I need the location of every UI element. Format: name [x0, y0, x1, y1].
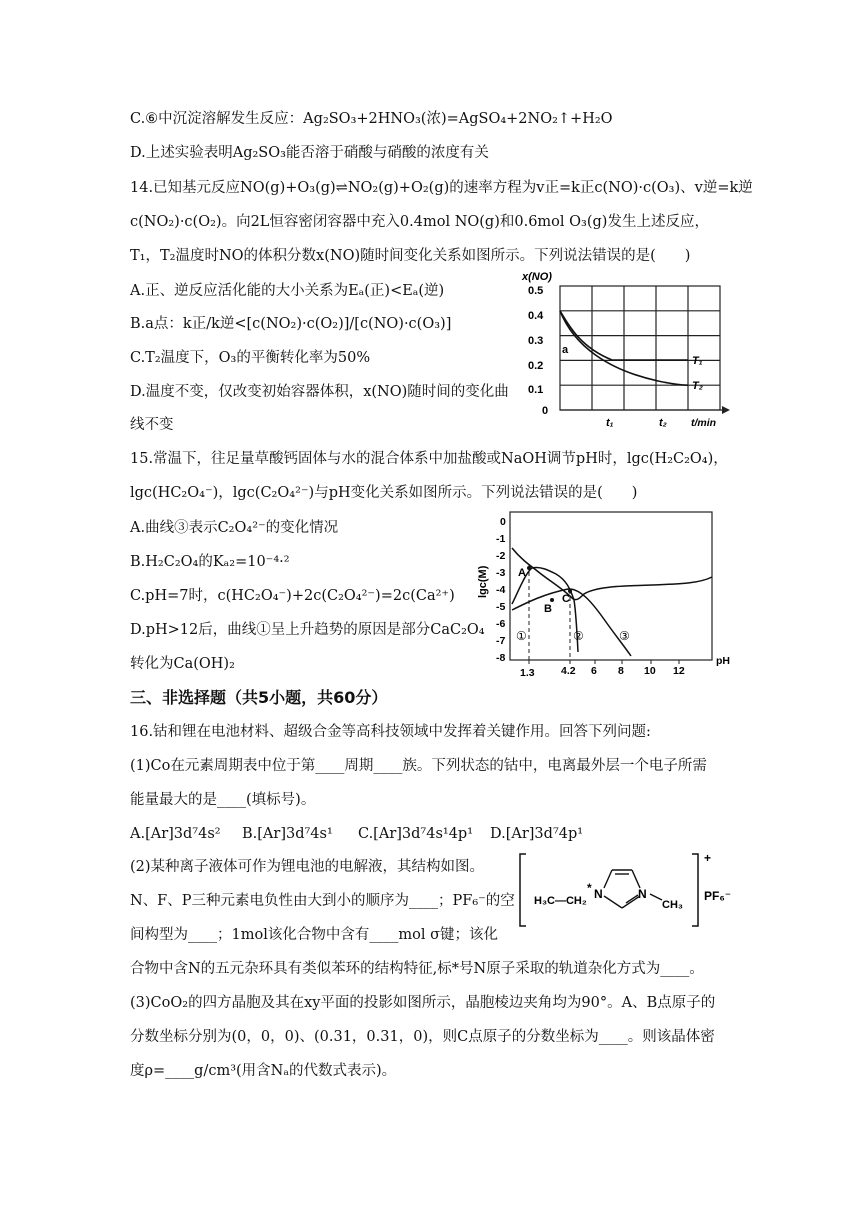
q15-plot-frame: [510, 512, 712, 660]
q14-ytick: 0.3: [528, 335, 544, 347]
q15-ytick: 0: [500, 516, 506, 528]
q14-point-a: a: [562, 344, 569, 356]
q16-option-d: D.[Ar]3d⁷4p¹: [490, 826, 584, 842]
q15-xtick: 1.3: [520, 667, 535, 679]
q16-part3-line3: 度ρ=____g/cm³(用含Nₐ的代数式表示)。: [130, 1063, 397, 1079]
q16-part1-line2: 能量最大的是____(填标号)。: [130, 792, 316, 808]
q13-option-d: D.上述实验表明Ag₂SO₃能否溶于硝酸与硝酸的浓度有关: [130, 145, 489, 161]
methyl-group-label: CH₃: [662, 899, 683, 911]
q14-ytick: 0.1: [528, 384, 544, 396]
q15-point-b-label: B: [544, 603, 552, 615]
q14-ytick: 0.4: [528, 310, 544, 322]
q14-ytick: 0: [542, 405, 549, 417]
q15-ytick: -8: [496, 652, 506, 664]
q15-stem-line2: lgc(HC₂O₄⁻)，lgc(C₂O₄²⁻)与pH变化关系如图所示。下列说法错误的是( ): [130, 485, 638, 501]
ring-nitrogen-2: N: [638, 887, 647, 901]
q14-stem-line3: T₁，T₂温度时NO的体积分数x(NO)随时间变化关系如图所示。下列说法错误的是( ): [130, 248, 691, 264]
q15-option-a: A.曲线③表示C₂O₄²⁻的变化情况: [130, 520, 339, 536]
q15-ytick: -6: [496, 618, 506, 630]
q14-series-t2-label: T₂: [692, 380, 703, 392]
q14-xlabel: t/min: [691, 417, 717, 429]
q14-ylabel: x(NO): [522, 271, 552, 283]
q15-ylabel: lgc(M): [477, 565, 489, 598]
q14-xtick-t2: t₂: [659, 417, 667, 429]
q15-curve-2-label: ②: [573, 629, 584, 643]
q16-part2-line4: 合物中含N的五元杂环具有类似苯环的结构特征,标*号N原子采取的轨道杂化方式为____。: [130, 961, 704, 977]
q16-part1-line1: (1)Co在元素周期表中位于第____周期____族。下列状态的钴中，电离最外层一个电子所需: [130, 758, 707, 774]
q15-ytick: -5: [496, 601, 506, 613]
ionic-liquid-structure: [516, 848, 740, 932]
q15-stem-line1: 15.常温下，往足量草酸钙固体与水的混合体系中加盐酸或NaOH调节pH时，lgc(H₂C₂O₄)，: [130, 451, 728, 467]
q15-point-c-label: C: [562, 593, 570, 605]
q16-part2-line1: (2)某种离子液体可作为锂电池的电解液，其结构如图。: [130, 859, 485, 875]
q15-xtick: 6: [591, 665, 597, 677]
q16-option-c: C.[Ar]3d⁷4s¹4p¹: [358, 826, 474, 842]
q15-ytick: -4: [496, 584, 506, 596]
q15-ytick: -3: [496, 567, 506, 579]
q15-point-a-label: A: [518, 567, 526, 579]
q15-curve-1: [512, 548, 712, 600]
q14-option-c: C.T₂温度下，O₃的平衡转化率为50%: [130, 350, 371, 366]
q15-xtick: 12: [673, 665, 685, 677]
q15-xtick: 10: [644, 665, 656, 677]
bracket-left: [520, 854, 526, 926]
q15-ytick: -7: [496, 635, 506, 647]
q15-curve-3: [512, 589, 631, 656]
q13-option-c: C.⑥中沉淀溶解发生反应：Ag₂SO₃+2HNO₃(浓)=AgSO₄+2NO₂↑+H₂O: [130, 111, 613, 127]
q16-option-a: A.[Ar]3d⁷4s²: [130, 826, 221, 842]
q15-option-b: B.H₂C₂O₄的Kₐ₂=10⁻⁴·²: [130, 554, 290, 570]
q15-ytick: -2: [496, 550, 506, 562]
q15-option-d-line1: D.pH>12后，曲线①呈上升趋势的原因是部分CaC₂O₄: [130, 622, 485, 638]
q15-lgc-ph-figure: [476, 502, 734, 682]
q16-part2-line2: N、F、P三种元素电负性由大到小的顺序为____；PF₆⁻的空: [130, 893, 515, 909]
q14-ytick: 0.2: [528, 360, 544, 372]
q15-option-c: C.pH=7时，c(HC₂O₄⁻)+2c(C₂O₄²⁻)=2c(Ca²⁺): [130, 588, 455, 604]
q15-yticks: [496, 516, 506, 664]
ethyl-group-label: H₃C—CH₂: [534, 895, 587, 907]
imidazolium-ring: [604, 870, 662, 908]
q14-series-t1-label: T₁: [692, 355, 703, 367]
q14-xtick-t1: t₁: [606, 417, 614, 429]
q15-curve-1-label: ①: [516, 629, 527, 643]
q14-option-d-line1: D.温度不变，仅改变初始容器体积，x(NO)随时间的变化曲: [130, 384, 509, 400]
q14-stem-line1: 14.已知基元反应NO(g)+O₃(g)⇌NO₂(g)+O₂(g)的速率方程为v正=k正c(NO)·c(O₃)、v逆=k逆: [130, 180, 753, 196]
q16-part2-line3: 间构型为____；1mol该化合物中含有____mol σ键；该化: [130, 927, 498, 943]
q16-option-b: B.[Ar]3d⁷4s¹: [242, 826, 333, 842]
section-3-heading: 三、非选择题（共5小题，共60分）: [130, 688, 388, 707]
q14-xno-time-figure: [508, 266, 730, 431]
q15-point-a: [527, 566, 531, 570]
bracket-right: [692, 854, 698, 926]
q15-xtick: 4.2: [561, 665, 576, 677]
q14-option-b: B.a点：k正/k逆<[c(NO₂)·c(O₂)]/[c(NO)·c(O₃)]: [130, 316, 452, 332]
q14-option-d-line2: 线不变: [130, 417, 174, 433]
q15-point-b: [550, 598, 554, 602]
q14-option-a: A.正、逆反应活化能的大小关系为Eₐ(正)<Eₐ(逆): [130, 283, 445, 299]
cation-charge: +: [704, 851, 712, 865]
q14-x-arrow: [722, 406, 730, 414]
q15-xticks: [520, 655, 730, 679]
q15-xlabel: pH: [716, 655, 730, 667]
q15-curve-3-label: ③: [619, 629, 630, 643]
anion-pf6: PF₆⁻: [704, 889, 732, 903]
q16-stem: 16.钴和锂在电池材料、超级合金等高科技领域中发挥着关键作用。回答下列问题:: [130, 724, 651, 740]
q16-part3-line2: 分数坐标分别为(0，0，0)、(0.31，0.31，0)，则C点原子的分数坐标为____。则该晶体密: [130, 1029, 715, 1045]
q15-option-d-line2: 转化为Ca(OH)₂: [130, 656, 235, 672]
star-mark: *: [587, 881, 592, 895]
q15-ytick: -1: [496, 533, 506, 545]
ring-nitrogen-1: N: [594, 887, 603, 901]
q14-ytick: 0.5: [528, 285, 544, 297]
q15-xtick: 8: [618, 665, 624, 677]
q14-stem-line2: c(NO₂)·c(O₂)。向2L恒容密闭容器中充入0.4mol NO(g)和0.6mol O₃(g)发生上述反应，: [130, 214, 709, 230]
q16-part3-line1: (3)CoO₂的四方晶胞及其在xy平面的投影如图所示，晶胞棱边夹角均为90°。A、B点原子的: [130, 995, 716, 1011]
